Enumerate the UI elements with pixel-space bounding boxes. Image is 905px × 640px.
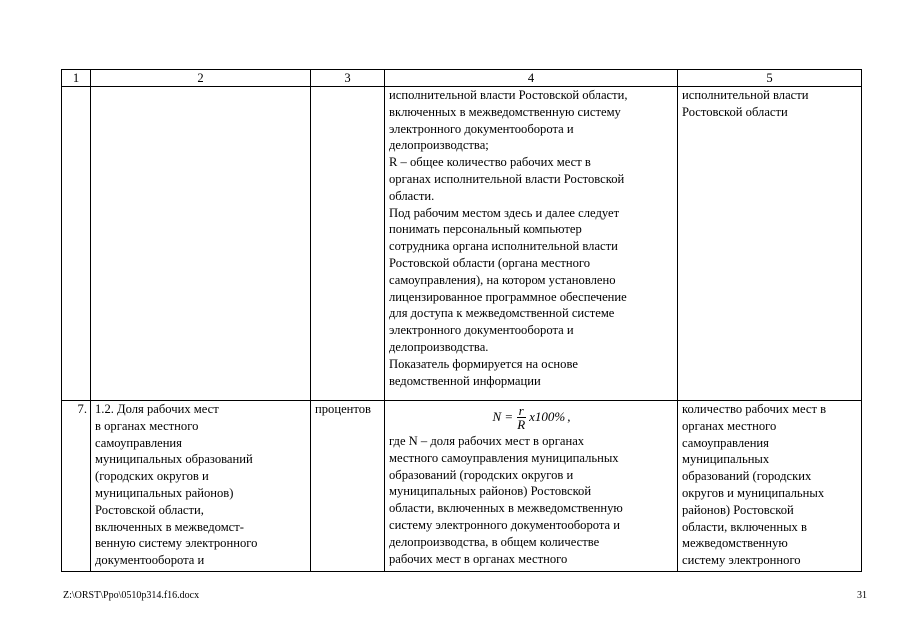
footer-file-path: Z:\ORST\Ppo\0510p314.f16.docx — [63, 590, 200, 601]
formula — [389, 401, 674, 433]
row1-method-cell: исполнительной власти Ростовской области, включенных в межведомственную систему электронного документооборота и делопроизводства; R – общее количество рабочих мест в органах исполнительной власти Ростовской области. Под рабочим местом здесь и далее следует понимать персональный компьютер сотрудника органа исполнительной власти Ростовской области (органа местного самоуправления), на котором установлено лицензированное программное обеспечение для доступа к межведомственной системе электронного документооборота и делопроизводства. Показатель формируется на основе ведомственной информации — [385, 87, 678, 401]
formula-denominator: R — [517, 416, 526, 432]
row1-indicator-cell — [91, 87, 311, 401]
row2-source-cell: количество рабочих мест в органах местного самоуправления муниципальных образований (городских округов и муниципальных районов) Ростовской области, включенных в межведомственную систему электронного — [678, 401, 862, 572]
row2-method-text: где N – доля рабочих мест в органах местного самоуправления муниципальных образований (городских округов и муниципальных районов) Ростовской области, включенных в межведомственную систему электронного документооборота и делопроизводства, в общем количестве рабочих мест в органах местного — [389, 434, 623, 566]
formula-trail: , — [567, 408, 571, 424]
formula-lhs: N = — [492, 408, 514, 424]
table-row — [62, 401, 862, 572]
table-row — [62, 87, 862, 401]
header-cell-1: 1 — [62, 70, 91, 87]
row2-method-cell — [385, 401, 678, 572]
header-cell-4: 4 — [385, 70, 678, 87]
header-cell-3: 3 — [311, 70, 385, 87]
header-cell-5: 5 — [678, 70, 862, 87]
row1-source-cell: исполнительной власти Ростовской области — [678, 87, 862, 401]
row1-number-cell — [62, 87, 91, 401]
row2-indicator-cell: 1.2. Доля рабочих мест в органах местного самоуправления муниципальных образований (городских округов и муниципальных районов) Ростовской области, включенных в межведомст- венную систему электронного документооборота и — [91, 401, 311, 572]
formula-fraction — [515, 404, 527, 431]
formula-numerator: r — [518, 402, 524, 418]
footer-page-number: 31 — [857, 590, 867, 601]
table-header-row — [62, 70, 862, 87]
formula-rhs: x100% — [529, 408, 566, 424]
header-cell-2: 2 — [91, 70, 311, 87]
row1-unit-cell — [311, 87, 385, 401]
row2-number-cell: 7. — [62, 401, 91, 572]
document-table — [61, 69, 862, 572]
row2-unit-cell: процентов — [311, 401, 385, 572]
